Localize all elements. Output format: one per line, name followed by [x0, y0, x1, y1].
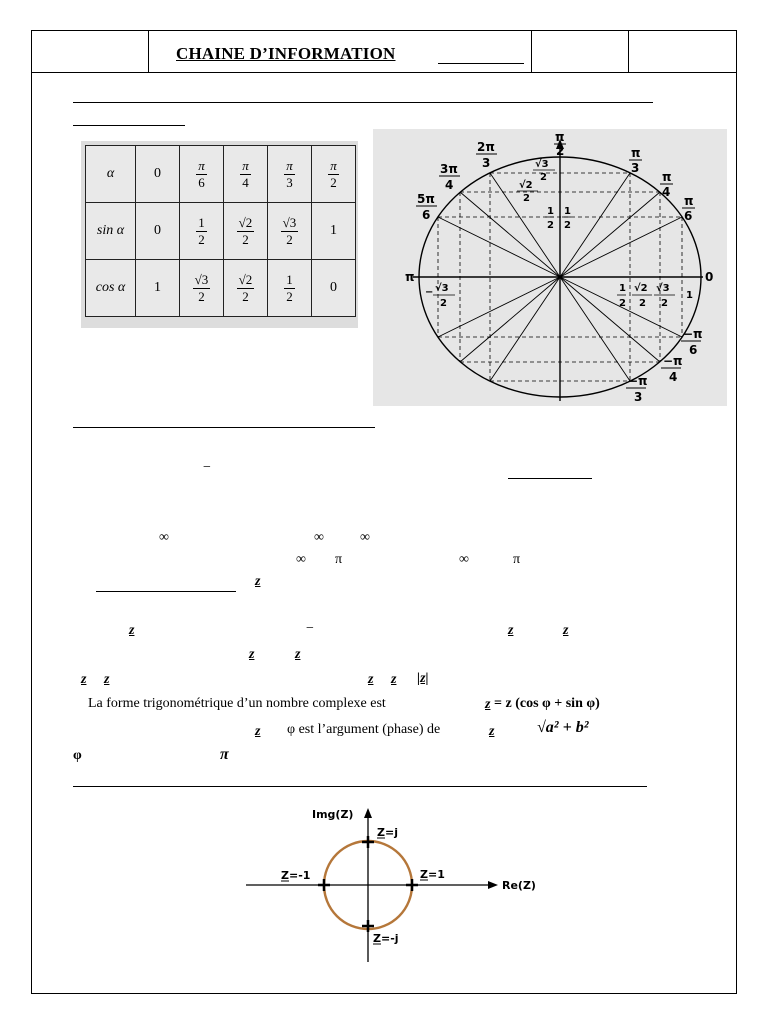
z-symbol-13: z — [489, 724, 495, 739]
label-5pi-over-6-num: 5π — [417, 192, 435, 206]
row-header-alpha: α — [86, 146, 136, 203]
sin-cell-3: $\frac{√3}{2}$ — [268, 203, 312, 260]
label-zero: 0 — [705, 270, 714, 284]
header-bottom-border — [31, 72, 737, 73]
z-symbol-4: z — [563, 623, 569, 638]
unit-circle-svg — [373, 129, 727, 406]
img-axis-label: Img(Z) — [312, 808, 354, 821]
z-symbol-3: z — [508, 623, 514, 638]
img-axis-arrow — [364, 808, 372, 818]
label-pi-over-4-den: 4 — [662, 185, 671, 199]
sin-cell-1: $\frac{1}{2}$ — [180, 203, 224, 260]
label-pi-over-6-den: 6 — [684, 209, 693, 223]
label-half-left-num: 1 — [547, 206, 554, 217]
label-pi-over-6-num: π — [684, 194, 694, 208]
alpha-cell-2: $\frac{\pi}{4}$ — [224, 146, 268, 203]
z-symbol-1: z — [255, 574, 261, 589]
z-symbol-12: z — [255, 724, 261, 739]
phase-sentence: φ est l’argument (phase) de — [287, 722, 441, 737]
trig-values-table — [85, 145, 356, 317]
label-r-one: 1 — [686, 290, 693, 301]
label-pi-over-4-num: π — [662, 170, 672, 184]
cos-cell-1: $\frac{√3}{2}$ — [180, 260, 224, 317]
underline-short-2 — [96, 591, 236, 592]
label-pi-over-2-den: 2 — [556, 144, 565, 158]
label-3pi-over-4-num: 3π — [440, 162, 458, 176]
complex-plane-diagram — [240, 800, 550, 970]
label-3pi-over-4-den: 4 — [445, 178, 454, 192]
label-neg-pi-over-6-num: −π — [683, 327, 703, 341]
label-pi: π — [405, 270, 415, 284]
re-axis-label: Re(Z) — [502, 879, 536, 892]
row-header-sin: sin α — [86, 203, 136, 260]
z-symbol-11: z — [485, 697, 491, 712]
pi-symbol-2: π — [513, 552, 521, 567]
label-minus-sqrt3: − — [425, 287, 434, 298]
label-2pi-over-3-num: 2π — [477, 140, 495, 154]
unit-circle-figure — [373, 129, 727, 406]
alpha-cell-4: $\frac{\pi}{2}$ — [312, 146, 356, 203]
trig-table-panel — [81, 141, 358, 328]
cos-cell-2: $\frac{√2}{2}$ — [224, 260, 268, 317]
table-row-cos — [86, 260, 356, 317]
label-half-left-den: 2 — [547, 220, 554, 231]
minus-sign-1: − — [203, 460, 211, 475]
infinity-symbol-1: ∞ — [159, 530, 169, 545]
cos-cell-4: 0 — [312, 260, 356, 317]
pi-symbol-1: π — [335, 552, 343, 567]
sin-cell-4: 1 — [312, 203, 356, 260]
alpha-cell-3: $\frac{\pi}{3}$ — [268, 146, 312, 203]
header-divider-2 — [531, 30, 532, 72]
infinity-symbol-3: ∞ — [360, 530, 370, 545]
label-sqrt2-num: √2 — [519, 180, 533, 191]
label-neg-pi-over-3-den: 3 — [634, 390, 643, 404]
modulus-formula: √a² + b² — [537, 719, 589, 736]
z-symbol-8: z — [104, 672, 110, 687]
phi-symbol: φ — [73, 748, 82, 763]
abs-z-symbol: |z| — [417, 671, 429, 686]
z-symbol-5: z — [249, 647, 255, 662]
section-rule-1 — [73, 102, 653, 103]
cos-cell-3: $\frac{1}{2}$ — [268, 260, 312, 317]
table-row-sin — [86, 203, 356, 260]
section-rule-2 — [73, 427, 375, 428]
label-sqrt3-den: 2 — [540, 172, 547, 183]
underline-short-1 — [508, 478, 592, 479]
point-label-one: Z=1 — [420, 868, 445, 881]
label-sqrt2-den: 2 — [523, 193, 530, 204]
label-r-sqrt3-num: √3 — [656, 283, 670, 294]
alpha-cell-0: 0 — [136, 146, 180, 203]
label-neg-pi-over-4-den: 4 — [669, 370, 678, 384]
label-half-right-num: 1 — [564, 206, 571, 217]
label-left-sqrt3-num: √3 — [435, 283, 449, 294]
page-title: CHAINE D’INFORMATION — [176, 44, 396, 63]
label-5pi-over-6-den: 6 — [422, 208, 431, 222]
label-pi-over-3-num: π — [631, 146, 641, 160]
sin-cell-0: 0 — [136, 203, 180, 260]
trig-form-sentence: La forme trigonométrique d’un nombre complexe est — [88, 696, 386, 711]
label-left-sqrt3-den: 2 — [440, 298, 447, 309]
label-r-sqrt2-num: √2 — [634, 283, 648, 294]
z-symbol-2: z — [129, 623, 135, 638]
infinity-symbol-5: ∞ — [459, 552, 469, 567]
minus-sign-2: − — [306, 621, 314, 636]
label-pi-over-3-den: 3 — [631, 161, 640, 175]
alpha-cell-1: $\frac{\pi}{6}$ — [180, 146, 224, 203]
label-2pi-over-3-den: 3 — [482, 156, 491, 170]
label-half-right-den: 2 — [564, 220, 571, 231]
title-underline-ext — [438, 63, 524, 64]
label-sqrt3-num: √3 — [535, 159, 549, 170]
row-header-cos: cos α — [86, 260, 136, 317]
header-divider-3 — [628, 30, 629, 72]
label-r-sqrt3-den: 2 — [661, 298, 668, 309]
z-symbol-10: z — [391, 672, 397, 687]
z-symbol-7: z — [81, 672, 87, 687]
re-axis-arrow — [488, 881, 498, 889]
infinity-symbol-2: ∞ — [314, 530, 324, 545]
trig-form-formula: = z (cos φ + sin φ) — [494, 696, 600, 711]
cos-cell-0: 1 — [136, 260, 180, 317]
pi-bold-symbol: π — [220, 746, 229, 763]
z-symbol-6: z — [295, 647, 301, 662]
label-neg-pi-over-3-num: −π — [628, 374, 648, 388]
label-pi-over-2-num: π — [555, 130, 565, 144]
section-rule-3 — [73, 786, 647, 787]
section-rule-1b — [73, 125, 185, 126]
label-r-half-den: 2 — [619, 298, 626, 309]
point-label-minus-j: Z=-j — [373, 932, 399, 945]
z-symbol-9: z — [368, 672, 374, 687]
point-label-j: Z=j — [377, 826, 398, 839]
label-neg-pi-over-4-num: −π — [663, 354, 683, 368]
table-row-alpha — [86, 146, 356, 203]
header-divider-1 — [148, 30, 149, 72]
label-r-half-num: 1 — [619, 283, 626, 294]
point-label-minus-one: Z=-1 — [281, 869, 311, 882]
sin-cell-2: $\frac{√2}{2}$ — [224, 203, 268, 260]
label-neg-pi-over-6-den: 6 — [689, 343, 698, 357]
infinity-symbol-4: ∞ — [296, 552, 306, 567]
label-r-sqrt2-den: 2 — [639, 298, 646, 309]
